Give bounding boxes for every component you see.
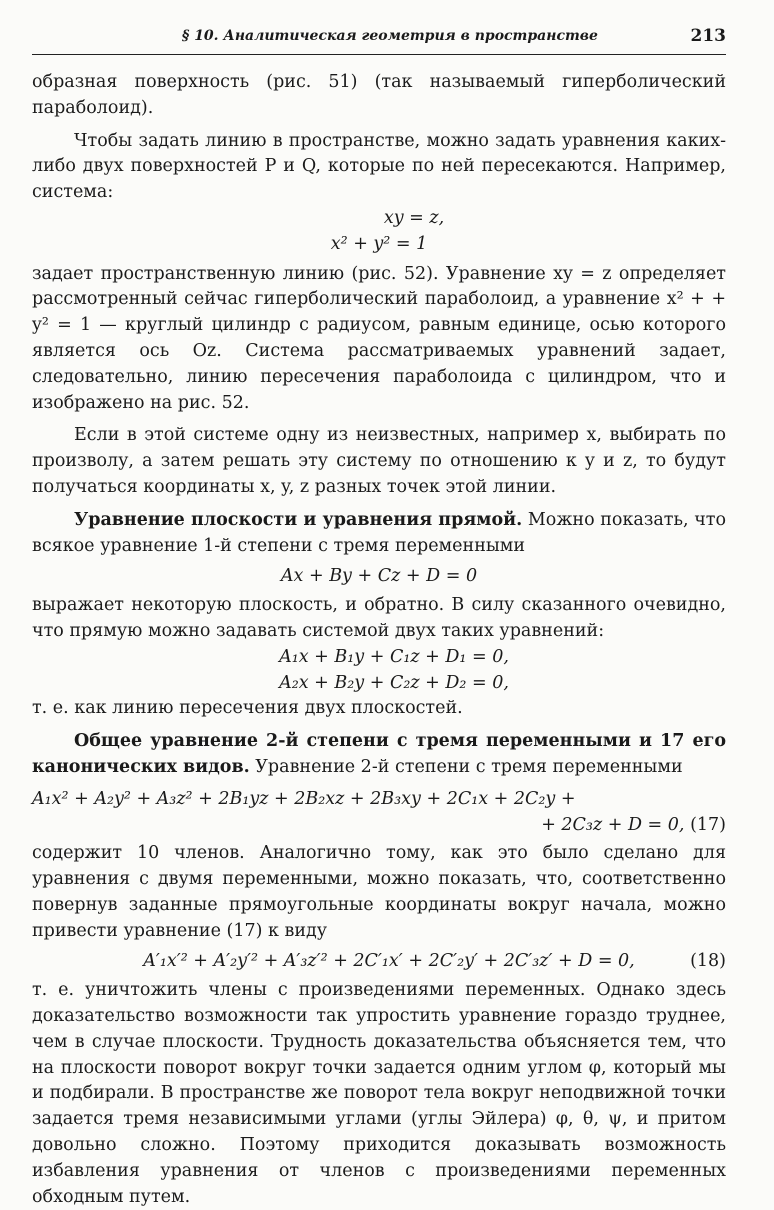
- running-header: [32, 24, 726, 55]
- equation-18: [32, 945, 726, 979]
- paragraph-9: содержит 10 членов. Аналогично тому, как это было сделано для уравнения с двумя переменными, можно показать, что, соответственно повернув заданные прямоугольные координаты вокруг начала, можно привести уравнение (17) к виду: [32, 843, 726, 941]
- equation-plane: Ax + By + Cz + D = 0: [280, 566, 478, 587]
- equation-18-number: (18): [690, 950, 726, 971]
- paragraph-6: выражает некоторую плоскость, и обратно. В силу сказанного очевидно, что прямую можно задавать системой двух таких уравнений:: [32, 595, 726, 641]
- section-heading-plane: Уравнение плоскости и уравнения прямой.: [74, 509, 523, 530]
- paragraph-2: Чтобы задать линию в пространстве, можно задать уравнения каких-либо двух поверхностей P и Q, которые по ней пересекаются. Например, система:: [32, 130, 726, 203]
- equation-17-line-2: [32, 813, 726, 842]
- paragraph-3: задает пространственную линию (рис. 52). Уравнение xy = z определяет рассмотренный сейчас гиперболический параболоид, а уравнение x² + + y² = 1 — круглый цилиндр с радиусом, равным единице, осью которого является ось Oz. Система рассматриваемых уравнений задает, следовательно, линию пересечения параболоида с цилиндром, что и изображено на рис. 52.: [32, 263, 726, 413]
- page-body: [32, 70, 726, 1210]
- paragraph-4: Если в этой системе одну из неизвестных, например x, выбирать по произволу, а затем решать эту систему по отношению к y и z, то будут получаться координаты x, y, z разных точек этой линии.: [32, 425, 726, 497]
- paragraph-8-text: Уравнение 2-й степени с тремя переменными: [249, 756, 683, 777]
- running-title: § 10. Аналитическая геометрия в пространстве: [182, 28, 598, 44]
- paragraph-5: [32, 508, 726, 560]
- paragraph-10: т. е. уничтожить члены с произведениями переменных. Однако здесь доказательство возможности так упростить уравнение гораздо труднее, чем в случае плоскости. Трудность доказательства объясняется тем, что на плоскости поворот вокруг точки задается одним углом φ, который мы и подбирали. В пространстве же поворот тела вокруг неподвижной точки задается тремя независимыми углами (углы Эйлера) φ, θ, ψ, и притом довольно сложно. Поэтому приходится доказывать возможность избавления уравнения от членов с произведениями переменных обходным путем.: [32, 980, 726, 1207]
- paragraph-5-text: Можно показать, что всякое уравнение 1-й степени с тремя переменными: [32, 509, 726, 556]
- equation-17-tail: + 2C₃z + D = 0,: [541, 814, 685, 835]
- equation-17-number: (17): [690, 814, 726, 835]
- paragraph-1: образная поверхность (рис. 51) (так называемый гиперболический параболоид).: [32, 72, 726, 118]
- paragraph-7: т. е. как линию пересечения двух плоскостей.: [32, 698, 463, 719]
- equation-18-body: A′₁x′² + A′₂y′² + A′₃z′² + 2C′₁x′ + 2C′₂y′ + 2C′₃z′ + D = 0,: [143, 950, 635, 971]
- section-heading-second-degree: Общее уравнение 2-й степени с тремя переменными и 17 его канонических видов.: [32, 731, 726, 777]
- system-2-line-2: A₂x + B₂y + C₂z + D₂ = 0,: [279, 672, 509, 693]
- paragraph-8: [32, 729, 726, 781]
- equation-17-line-1: A₁x² + A₂y² + A₃z² + 2B₁yz + 2B₂xz + 2B₃xy + 2C₁x + 2C₂y +: [32, 788, 576, 809]
- system-1-line-2: x² + y² = 1: [330, 233, 428, 254]
- system-1-line-1: xy = z,: [383, 207, 445, 228]
- page-number: 213: [690, 26, 726, 46]
- system-2-line-1: A₁x + B₁y + C₁z + D₁ = 0,: [279, 646, 509, 667]
